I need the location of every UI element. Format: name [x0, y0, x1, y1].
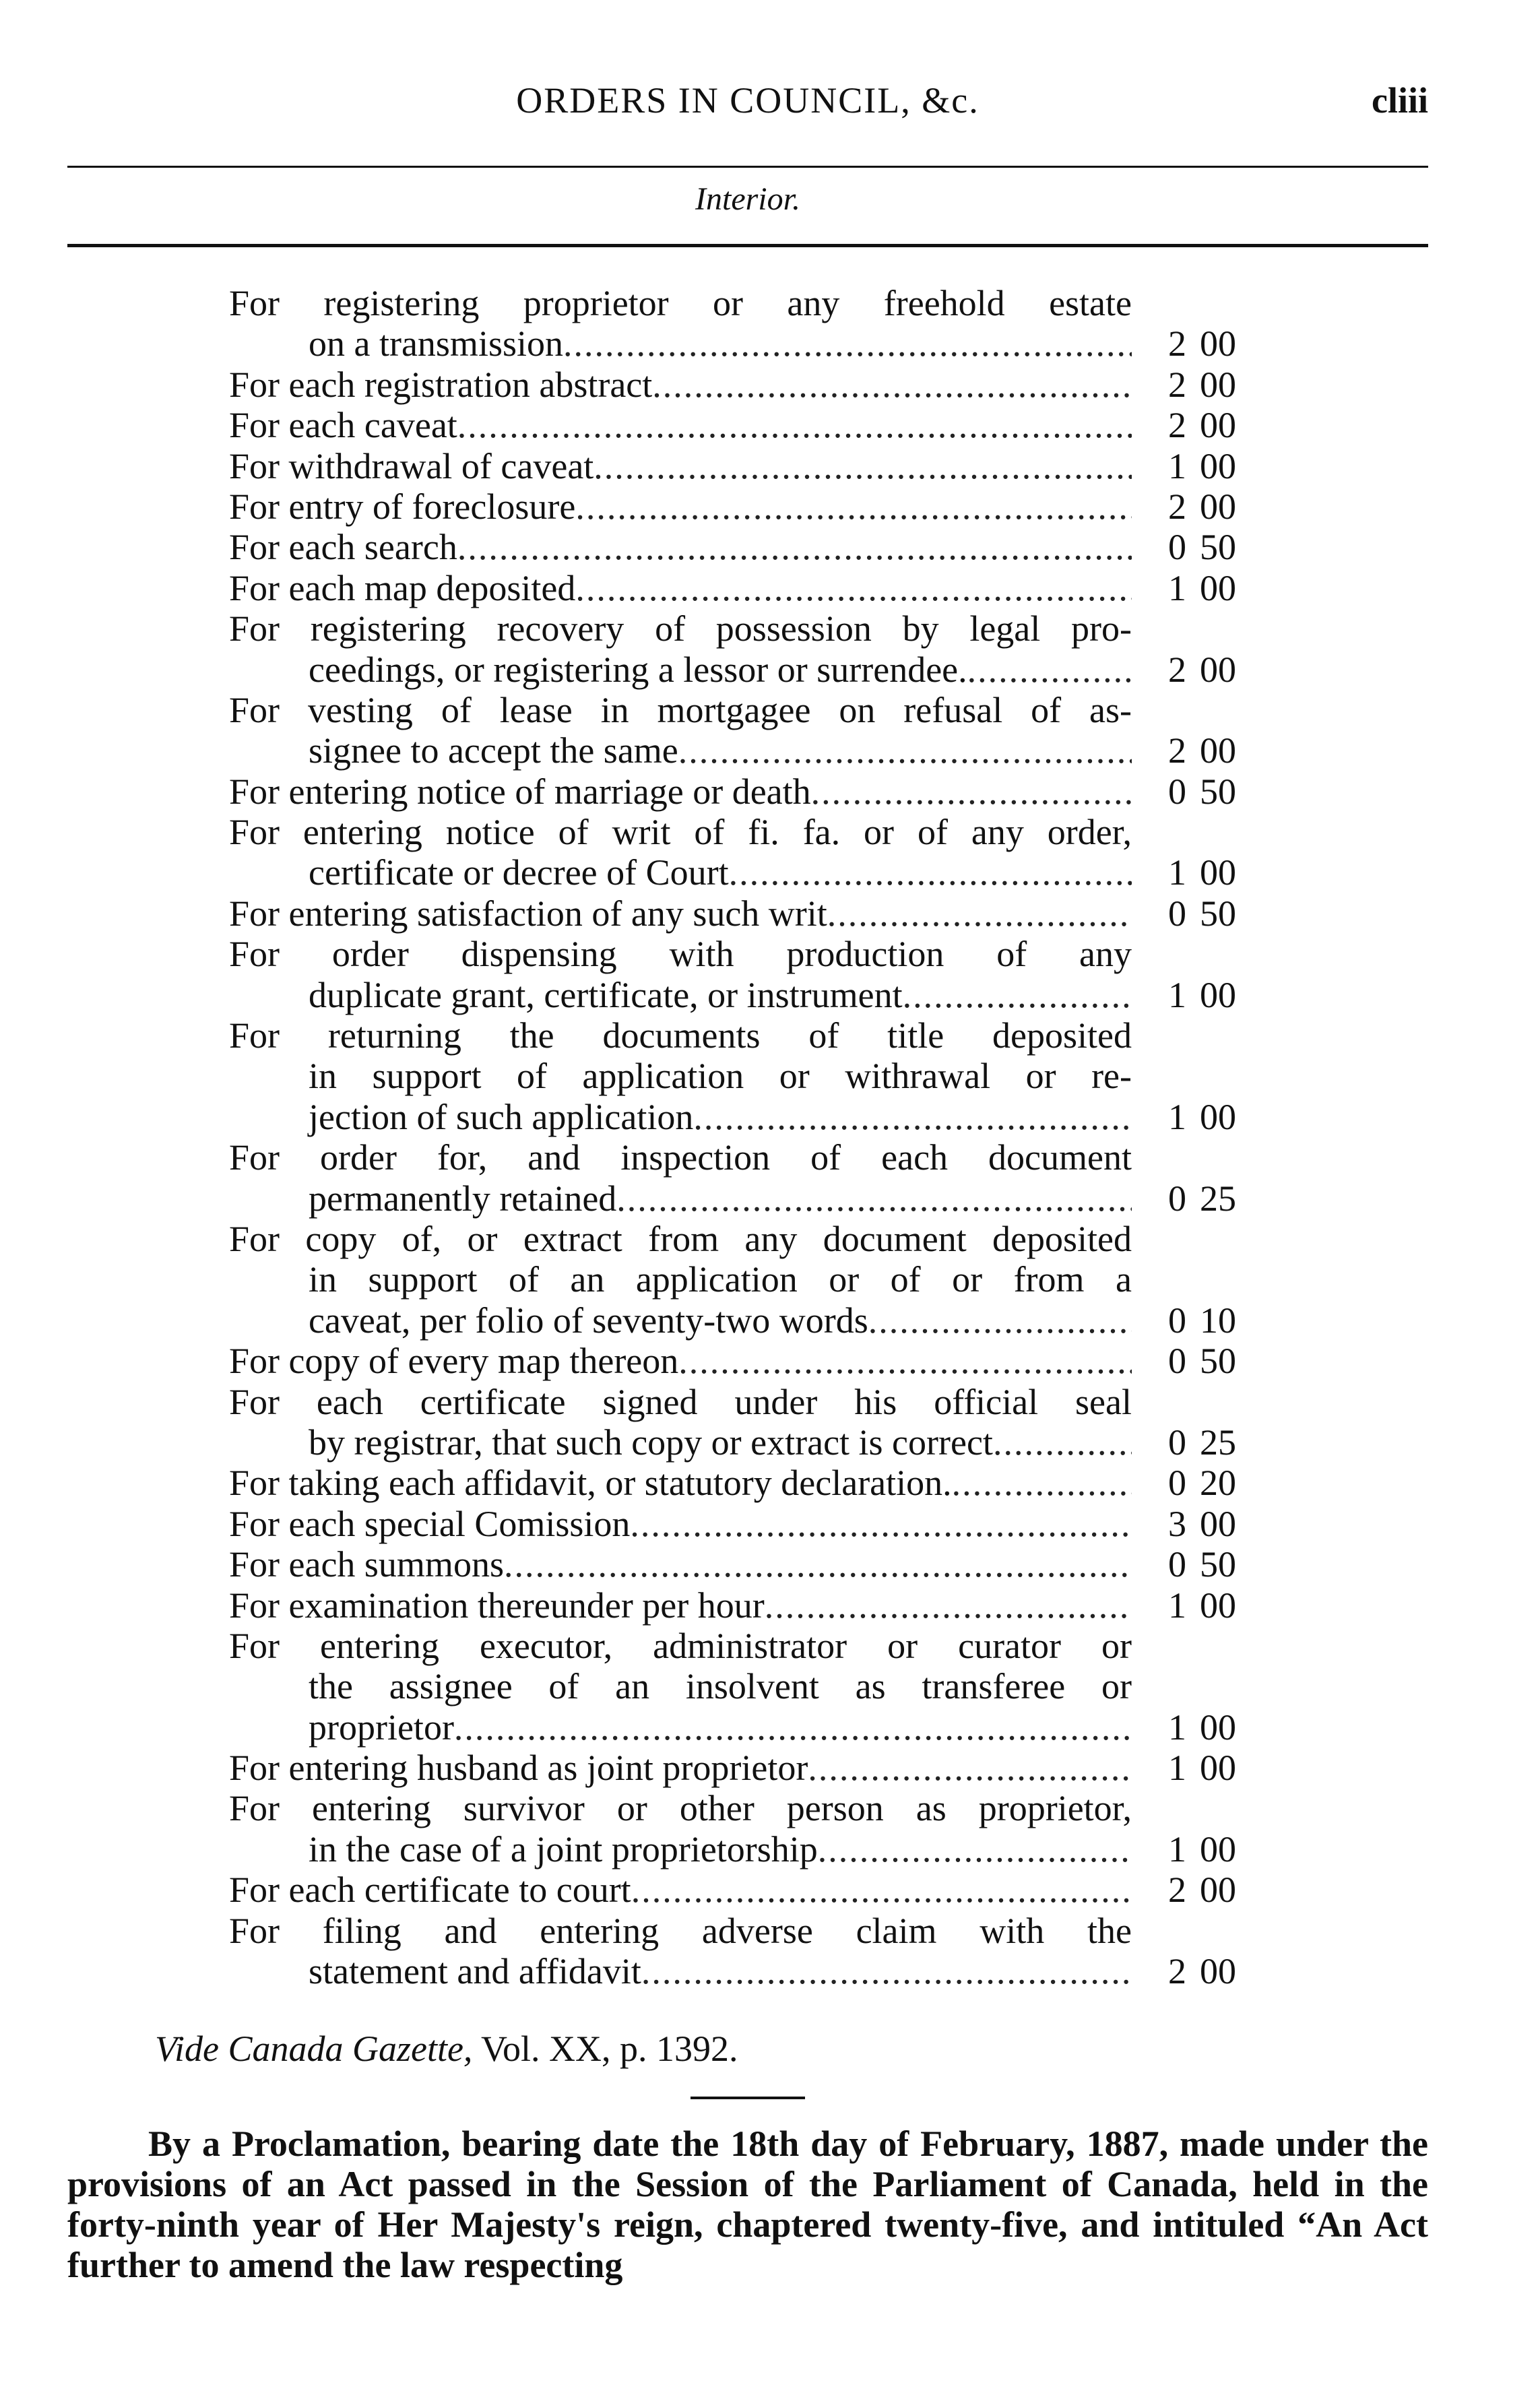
fee-amount [1132, 323, 1280, 364]
page-number: cliii [1372, 80, 1428, 121]
fee-line-text: permanently retained [309, 1178, 617, 1219]
fee-cents: 00 [1200, 1951, 1236, 1992]
fee-item [229, 405, 1307, 445]
fee-description [229, 1870, 1132, 1910]
fee-line [229, 893, 1132, 934]
fee-dollars: 2 [1168, 323, 1186, 364]
fee-dollars: 0 [1168, 1178, 1186, 1219]
fee-item [229, 1870, 1307, 1910]
fee-line-text: in support of application or withrawal or re- [309, 1056, 1132, 1097]
fee-line-text: jection of such application [309, 1096, 694, 1137]
dot-leader [903, 975, 1132, 1015]
fee-line-text: For vesting of lease in mortgagee on refusal of as- [229, 689, 1132, 730]
fee-description [229, 608, 1132, 690]
fee-line-text: For entering notice of writ of fi. fa. or of any order, [229, 812, 1132, 853]
dot-leader [630, 1504, 1132, 1544]
dot-leader [693, 1097, 1132, 1137]
section-rule [67, 244, 1428, 247]
fee-cents: 00 [1200, 730, 1236, 771]
fee-line-text: For returning the documents of title deposited [229, 1015, 1132, 1056]
fee-line-text: For taking each affidavit, or statutory declaration. [229, 1463, 952, 1504]
fee-dollars: 2 [1168, 1951, 1186, 1992]
dot-leader [729, 852, 1132, 893]
fee-item [229, 364, 1307, 405]
fee-line-text: the assignee of an insolvent as transferee or [309, 1666, 1132, 1707]
fee-item [229, 771, 1307, 812]
fee-item [229, 1748, 1307, 1788]
fee-line [229, 364, 1132, 405]
dot-leader [563, 323, 1132, 364]
citation [155, 2028, 738, 2070]
fee-line [229, 1504, 1132, 1544]
fee-line-text: For withdrawal of caveat [229, 445, 594, 486]
fee-line-text: For each summons [229, 1544, 504, 1585]
fee-list [229, 283, 1307, 1991]
fee-amount [1132, 1951, 1280, 1991]
fee-line [229, 975, 1132, 1015]
fee-dollars: 1 [1168, 445, 1186, 486]
fee-line [229, 852, 1132, 893]
fee-line-text: For each search [229, 527, 457, 568]
fee-dollars: 0 [1168, 893, 1186, 934]
dot-leader [457, 405, 1132, 445]
fee-line [229, 649, 1132, 690]
fee-amount [1132, 1300, 1280, 1341]
fee-cents: 25 [1200, 1178, 1236, 1219]
header-rule [67, 166, 1428, 168]
fee-description [229, 1748, 1132, 1788]
fee-item [229, 1382, 1307, 1463]
fee-dollars: 2 [1168, 364, 1186, 405]
fee-dollars: 0 [1168, 1341, 1186, 1382]
dot-leader [868, 1300, 1132, 1341]
fee-dollars: 1 [1168, 1585, 1186, 1626]
fee-amount [1132, 486, 1280, 527]
fee-cents: 00 [1200, 974, 1236, 1015]
fee-cents: 00 [1200, 364, 1236, 405]
fee-line-text: For each registration abstract [229, 364, 653, 405]
fee-amount [1132, 568, 1280, 608]
fee-cents: 00 [1200, 1748, 1236, 1789]
fee-dollars: 0 [1168, 1544, 1186, 1585]
fee-line-text: For registering proprietor or any freehold estate [229, 283, 1132, 323]
fee-line-text: For entering satisfaction of any such writ [229, 893, 827, 934]
dot-leader [952, 1463, 1132, 1503]
fee-cents: 50 [1200, 527, 1236, 568]
fee-cents: 00 [1200, 852, 1236, 893]
fee-line [229, 323, 1132, 364]
fee-cents: 00 [1200, 1706, 1236, 1748]
fee-line [229, 1300, 1132, 1341]
fee-line-text: For each special Comission [229, 1503, 631, 1544]
fee-line [229, 1056, 1132, 1096]
fee-description [229, 1585, 1132, 1626]
fee-amount [1132, 1707, 1280, 1748]
fee-item [229, 893, 1307, 934]
fee-amount [1132, 1544, 1280, 1585]
fee-line [229, 608, 1132, 649]
fee-description [229, 1015, 1132, 1137]
dot-leader [678, 730, 1132, 771]
dot-leader [827, 893, 1132, 934]
fee-description [229, 1544, 1132, 1585]
fee-amount [1132, 730, 1280, 771]
fee-amount [1132, 649, 1280, 690]
fee-cents: 00 [1200, 323, 1236, 364]
fee-line [229, 1666, 1132, 1706]
fee-description [229, 1911, 1132, 1992]
fee-amount [1132, 1585, 1280, 1626]
fee-description [229, 771, 1132, 812]
fee-amount [1132, 1829, 1280, 1870]
fee-line [229, 1707, 1132, 1748]
fee-description [229, 934, 1132, 1015]
fee-line [229, 730, 1132, 771]
fee-item [229, 812, 1307, 893]
fee-item [229, 1463, 1307, 1503]
fee-cents: 50 [1200, 1544, 1236, 1585]
fee-amount [1132, 893, 1280, 934]
fee-line-text: For registering recovery of possession by legal pro- [229, 608, 1132, 649]
fee-line-text: For each map deposited [229, 567, 576, 608]
fee-dollars: 0 [1168, 1300, 1186, 1341]
fee-description [229, 527, 1132, 567]
dot-leader [616, 1178, 1132, 1219]
fee-line-text: For filing and entering adverse claim with the [229, 1910, 1132, 1951]
fee-cents: 00 [1200, 1585, 1236, 1626]
fee-item [229, 568, 1307, 608]
fee-line-text: For order dispensing with production of any [229, 934, 1132, 975]
fee-amount [1132, 446, 1280, 486]
fee-line [229, 1463, 1132, 1503]
fee-amount [1132, 1097, 1280, 1137]
fee-line [229, 1585, 1132, 1626]
fee-cents: 00 [1200, 445, 1236, 486]
fee-description [229, 1341, 1132, 1381]
fee-line-text: duplicate grant, certificate, or instrument [309, 974, 903, 1015]
running-title: ORDERS IN COUNCIL, &c. [516, 80, 980, 121]
fee-description [229, 446, 1132, 486]
dot-leader [808, 1748, 1132, 1788]
section-title: Interior. [695, 181, 800, 217]
fee-line [229, 1788, 1132, 1828]
fee-line [229, 1544, 1132, 1585]
fee-description [229, 1463, 1132, 1503]
fee-line [229, 1015, 1132, 1056]
fee-line-text: For entering survivor or other person as proprietor, [229, 1788, 1132, 1829]
fee-line-text: caveat, per folio of seventy-two words [309, 1300, 868, 1341]
fee-item [229, 1137, 1307, 1219]
fee-line [229, 1097, 1132, 1137]
fee-line [229, 1137, 1132, 1178]
fee-line-text: For each certificate to court [229, 1870, 631, 1911]
fee-item [229, 690, 1307, 771]
fee-description [229, 486, 1132, 527]
fee-line [229, 1870, 1132, 1910]
fee-item [229, 1504, 1307, 1544]
fee-dollars: 2 [1168, 649, 1186, 690]
fee-item [229, 1544, 1307, 1585]
fee-dollars: 1 [1168, 974, 1186, 1015]
fee-dollars: 3 [1168, 1503, 1186, 1544]
fee-item [229, 283, 1307, 364]
fee-description [229, 690, 1132, 771]
fee-cents: 50 [1200, 893, 1236, 934]
fee-line-text: statement and affidavit [309, 1951, 641, 1992]
fee-cents: 00 [1200, 567, 1236, 608]
fee-description [229, 812, 1132, 893]
fee-amount [1132, 771, 1280, 812]
fee-item [229, 486, 1307, 527]
fee-cents: 00 [1200, 1828, 1236, 1870]
fee-item [229, 1911, 1307, 1992]
fee-line [229, 568, 1132, 608]
fee-line [229, 690, 1132, 730]
fee-line-text: For each caveat [229, 405, 457, 446]
fee-dollars: 1 [1168, 1706, 1186, 1748]
fee-line [229, 1382, 1132, 1422]
fee-cents: 50 [1200, 771, 1236, 812]
fee-cents: 00 [1200, 649, 1236, 690]
fee-line [229, 405, 1132, 445]
fee-line [229, 1748, 1132, 1788]
fee-description [229, 405, 1132, 445]
fee-line [229, 1178, 1132, 1219]
fee-line [229, 1422, 1132, 1463]
fee-amount [1132, 1422, 1280, 1463]
fee-amount [1132, 1463, 1280, 1503]
fee-cents: 00 [1200, 486, 1236, 527]
fee-cents: 00 [1200, 1870, 1236, 1911]
dot-leader [765, 1585, 1132, 1626]
fee-description [229, 1504, 1132, 1544]
fee-amount [1132, 1748, 1280, 1788]
fee-line [229, 812, 1132, 852]
dot-leader [631, 1870, 1132, 1910]
fee-line [229, 1829, 1132, 1870]
fee-amount [1132, 527, 1280, 567]
fee-cents: 25 [1200, 1422, 1236, 1463]
proclamation-paragraph: By a Proclamation, bearing date the 18th day of February, 1887, made under the provisions of an Act passed in the Session of the Parliament of Canada, held in the forty-ninth year of Her Majesty's reign, chaptered twenty-five, and intituled “An Act further to amend the law respecting [67, 2123, 1428, 2285]
fee-item [229, 1788, 1307, 1870]
fee-description [229, 1382, 1132, 1463]
dot-leader [967, 649, 1132, 690]
fee-amount [1132, 1504, 1280, 1544]
dot-leader [818, 1829, 1132, 1870]
fee-line [229, 1911, 1132, 1951]
fee-description [229, 568, 1132, 608]
fee-amount [1132, 852, 1280, 893]
fee-dollars: 1 [1168, 852, 1186, 893]
fee-line [229, 934, 1132, 974]
dot-leader [811, 771, 1132, 812]
fee-item [229, 446, 1307, 486]
fee-line-text: ceedings, or registering a lessor or surrendee. [309, 649, 967, 690]
fee-dollars: 2 [1168, 405, 1186, 446]
fee-line [229, 527, 1132, 567]
fee-line-text: proprietor [309, 1706, 454, 1748]
fee-amount [1132, 405, 1280, 445]
fee-amount [1132, 364, 1280, 405]
fee-line [229, 283, 1132, 323]
fee-item [229, 934, 1307, 1015]
fee-dollars: 1 [1168, 567, 1186, 608]
fee-cents: 00 [1200, 405, 1236, 446]
dot-leader [575, 568, 1132, 608]
fee-dollars: 0 [1168, 1422, 1186, 1463]
fee-description [229, 283, 1132, 364]
dot-leader [993, 1422, 1132, 1463]
fee-description [229, 1626, 1132, 1748]
fee-line-text: certificate or decree of Court [309, 852, 729, 893]
fee-line [229, 771, 1132, 812]
dot-leader [652, 364, 1132, 405]
fee-amount [1132, 1178, 1280, 1219]
fee-cents: 00 [1200, 1096, 1236, 1137]
dot-leader [457, 527, 1132, 567]
dot-leader [593, 446, 1132, 486]
fee-description [229, 1137, 1132, 1219]
fee-line-text: For copy of, or extract from any document deposited [229, 1218, 1132, 1259]
fee-line-text: For entering husband as joint proprietor [229, 1748, 808, 1789]
dot-leader [641, 1951, 1132, 1991]
fee-amount [1132, 975, 1280, 1015]
fee-line-text: in the case of a joint proprietorship [309, 1828, 818, 1870]
fee-line-text: For entering executor, administrator or curator or [229, 1625, 1132, 1666]
fee-amount [1132, 1870, 1280, 1910]
fee-item [229, 1341, 1307, 1381]
fee-line-text: in support of an application or of or from a [309, 1259, 1132, 1300]
fee-line-text: on a transmission [309, 323, 563, 364]
fee-line-text: For entry of foreclosure [229, 486, 576, 527]
fee-cents: 00 [1200, 1503, 1236, 1544]
dot-leader [678, 1341, 1132, 1381]
fee-dollars: 1 [1168, 1748, 1186, 1789]
fee-line [229, 1341, 1132, 1381]
separator-rule [691, 2097, 805, 2099]
fee-line-text: For copy of every map thereon [229, 1341, 679, 1382]
fee-description [229, 1219, 1132, 1341]
fee-item [229, 1219, 1307, 1341]
fee-cents: 50 [1200, 1341, 1236, 1382]
fee-cents: 10 [1200, 1300, 1236, 1341]
fee-dollars: 0 [1168, 771, 1186, 812]
fee-item [229, 1626, 1307, 1748]
fee-item [229, 608, 1307, 690]
fee-dollars: 1 [1168, 1096, 1186, 1137]
fee-dollars: 2 [1168, 730, 1186, 771]
fee-line [229, 1219, 1132, 1259]
fee-description [229, 364, 1132, 405]
fee-item [229, 1585, 1307, 1626]
fee-line [229, 1626, 1132, 1666]
fee-cents: 20 [1200, 1463, 1236, 1504]
fee-item [229, 1015, 1307, 1137]
fee-line-text: For order for, and inspection of each document [229, 1137, 1132, 1178]
fee-line [229, 486, 1132, 527]
fee-dollars: 2 [1168, 1870, 1186, 1911]
fee-line-text: signee to accept the same [309, 730, 678, 771]
fee-line [229, 446, 1132, 486]
dot-leader [575, 486, 1132, 527]
running-head [67, 79, 1428, 133]
fee-line-text: For entering notice of marriage or death [229, 771, 811, 812]
fee-line [229, 1951, 1132, 1991]
fee-description [229, 1788, 1132, 1870]
citation-ref: Vol. XX, p. 1392. [472, 2029, 738, 2069]
dot-leader [504, 1544, 1132, 1585]
fee-line-text: For examination thereunder per hour [229, 1585, 765, 1626]
fee-line-text: by registrar, that such copy or extract is correct [309, 1422, 993, 1463]
citation-source: Vide Canada Gazette, [155, 2029, 473, 2069]
fee-line [229, 1259, 1132, 1300]
fee-dollars: 0 [1168, 527, 1186, 568]
fee-item [229, 527, 1307, 567]
dot-leader [454, 1707, 1132, 1748]
fee-dollars: 2 [1168, 486, 1186, 527]
fee-dollars: 0 [1168, 1463, 1186, 1504]
fee-dollars: 1 [1168, 1828, 1186, 1870]
fee-amount [1132, 1341, 1280, 1381]
fee-description [229, 893, 1132, 934]
fee-line-text: For each certificate signed under his official seal [229, 1381, 1132, 1422]
